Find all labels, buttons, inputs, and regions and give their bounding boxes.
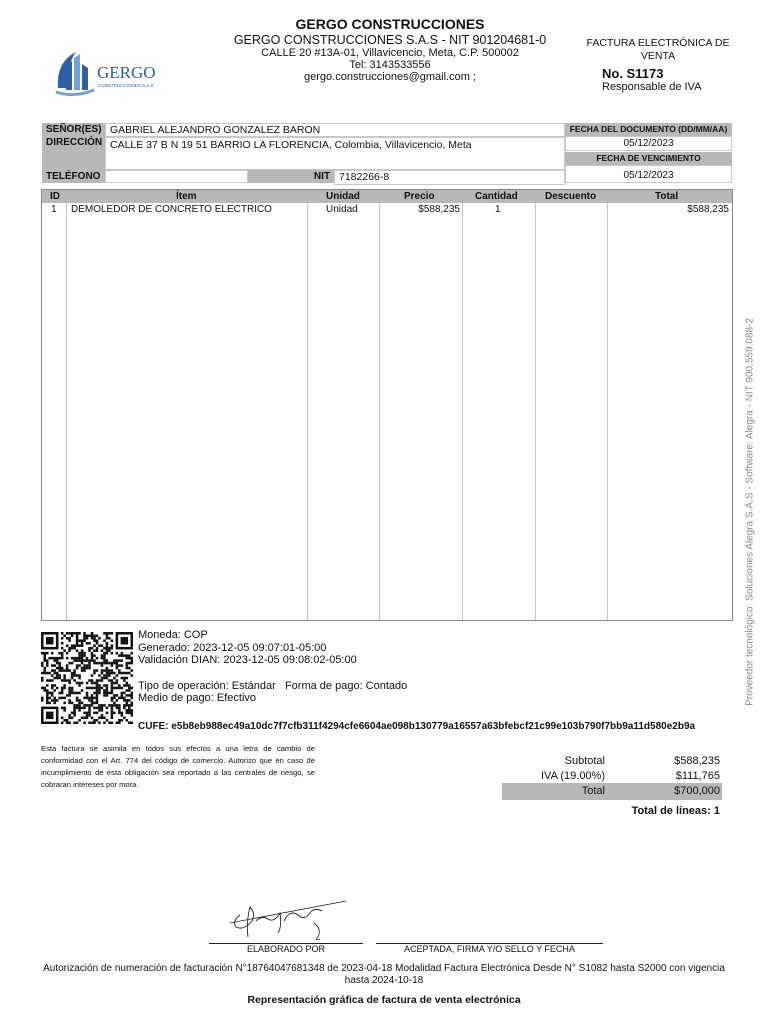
company-phone: Tel: 3143533556 xyxy=(349,58,431,71)
company-name: GERGO CONSTRUCCIONES xyxy=(295,16,485,32)
header-total: Total xyxy=(655,191,679,202)
column-divider xyxy=(535,203,536,620)
document-date: 05/12/2023 xyxy=(565,136,732,151)
customer-address: CALLE 37 B N 19 51 BARRIO LA FLORENCIA, Colombia, Villavicencio, Meta xyxy=(105,136,565,170)
invoice-type: FACTURA ELECTRÓNICA DE VENTA xyxy=(586,37,730,62)
qr-code xyxy=(41,632,133,724)
column-divider xyxy=(66,203,67,620)
company-email: gergo.construcciones@gmail.com ; xyxy=(304,71,476,84)
subtotal-value: $588,235 xyxy=(674,755,720,767)
legal-notice: Esta factura se asimila en todos sus efectos a una letra de cambio de conformidad con el Art. 774 del código de comercio. Autorizo que en caso de incumplimiento de esta obligación sea reportado a las centrales de riesgo, se cobraran intereses por mora. xyxy=(41,744,315,789)
customer-nit-label: NIT xyxy=(248,170,334,183)
total-value: $700,000 xyxy=(674,785,720,797)
tax-regime: Responsable de IVA xyxy=(602,81,702,93)
header-id: ID xyxy=(50,191,60,202)
invoice-number: No. S1173 xyxy=(602,66,664,81)
invoice-metadata xyxy=(138,629,407,705)
column-divider xyxy=(607,203,608,620)
due-date: 05/12/2023 xyxy=(565,165,732,183)
document-date-label: FECHA DEL DOCUMENTO (DD/MM/AA) xyxy=(565,123,732,136)
signature-image xyxy=(222,893,352,945)
header-unit: Unidad xyxy=(326,191,360,202)
spacer xyxy=(138,667,407,680)
customer-name-label: SEÑOR(ES) xyxy=(42,123,105,136)
numbering-authorization: Autorización de numeración de facturación N°18764047681348 de 2023-04-18 Modalidad Factura Electrónica Desde N° S1082 hasta S2000 con vigencia hasta 2024-10-18 xyxy=(43,963,725,986)
iva-value: $111,765 xyxy=(675,770,720,782)
column-divider xyxy=(307,203,308,620)
row-total: $588,235 xyxy=(687,204,729,215)
row-unit: Unidad xyxy=(326,204,358,215)
footer-title: Representación gráfica de factura de venta electrónica xyxy=(247,994,521,1006)
customer-phone xyxy=(105,170,248,183)
total-row xyxy=(502,783,722,800)
row-id: 1 xyxy=(51,204,57,215)
due-date-label: FECHA DE VENCIMIENTO xyxy=(565,152,732,165)
row-quantity: 1 xyxy=(495,204,501,215)
customer-nit: 7182266-8 xyxy=(334,170,565,185)
header-discount: Descuento xyxy=(545,191,597,202)
header-item: Ítem xyxy=(176,191,197,202)
lines-count: Total de líneas: 1 xyxy=(631,805,720,817)
provider-text: Proveedor tecnológico: Soluciones Alegra S.A.S - Software: Alegra - NIT 900.559.088-2 xyxy=(744,318,756,706)
cufe-code: CUFE: e5b8eb988ec49a10dc7f7cfb311f4294cfe6604ae098b130779a16557a63bfebcf21c99e103b790f7bb9a11d580e2b9a xyxy=(138,721,696,732)
customer-phone-label: TELÉFONO xyxy=(42,170,105,183)
subtotal-label: Subtotal xyxy=(564,755,605,767)
total-label: Total xyxy=(581,785,605,797)
company-logo xyxy=(50,48,210,98)
svg-text:GERGO: GERGO xyxy=(97,63,156,82)
generated-date: Generado: 2023-12-05 09:07:01-05:00 xyxy=(138,641,327,654)
svg-text:CONSTRUCCIONES S.A.S: CONSTRUCCIONES S.A.S xyxy=(98,83,154,88)
provider-note xyxy=(743,292,757,732)
column-divider xyxy=(379,203,380,620)
header-quantity: Cantidad xyxy=(475,191,518,202)
company-address: CALLE 20 #13A-01, Villavicencio, Meta, C.P. 500002 xyxy=(261,46,519,59)
dian-validation: Validación DIAN: 2023-12-05 09:08:02-05:00 xyxy=(138,654,357,666)
items-table-header xyxy=(42,190,732,203)
operation-type: Tipo de operación: Estándar Forma de pago: Contado xyxy=(138,679,408,692)
items-table xyxy=(41,189,733,621)
row-price: $588,235 xyxy=(418,204,460,215)
currency: Moneda: COP xyxy=(138,629,208,641)
payment-method: Medio de pago: Efectivo xyxy=(138,692,257,704)
iva-label: IVA (19.00%) xyxy=(541,770,605,782)
company-legal-name: GERGO CONSTRUCCIONES S.A.S - NIT 901204681-0 xyxy=(233,32,547,47)
header-price: Precio xyxy=(404,191,435,202)
accepted-label: ACEPTADA, FIRMA Y/O SELLO Y FECHA xyxy=(404,944,575,954)
customer-block xyxy=(42,123,732,183)
customer-address-label: DIRECCIÓN xyxy=(42,136,105,170)
prepared-by-label: ELABORADO POR xyxy=(246,944,326,954)
company-info xyxy=(210,17,570,84)
column-divider xyxy=(462,203,463,620)
row-item: DEMOLEDOR DE CONCRETO ELECTRICO xyxy=(71,204,272,215)
customer-name: GABRIEL ALEJANDRO GONZALEZ BARON xyxy=(105,123,565,138)
